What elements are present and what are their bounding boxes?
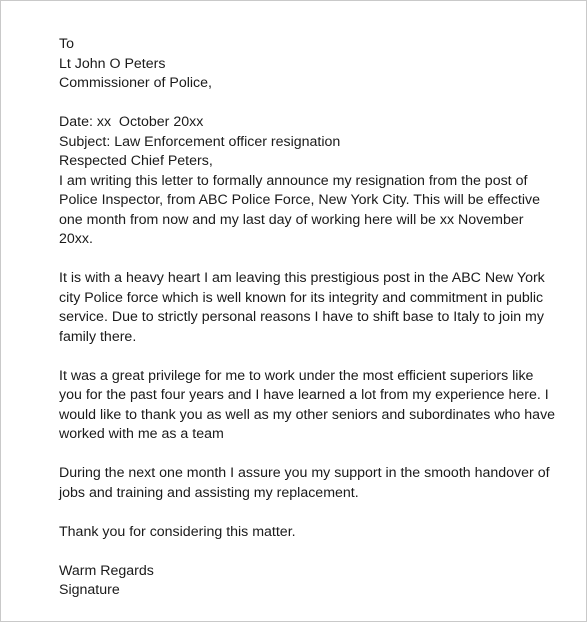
paragraph-line: 20xx. xyxy=(59,231,93,247)
paragraph-line: would like to thank you as well as my other seniors and subordinates who have xyxy=(59,406,556,423)
paragraph-line: Thank you for considering this matter. xyxy=(59,523,296,540)
paragraph-line: worked with me as a team xyxy=(59,426,224,442)
paragraph-1 xyxy=(59,172,559,250)
paragraph-line: you for the past four years and I have learned a lot from my experience here. I xyxy=(59,387,549,403)
paragraph-line: I am writing this letter to formally announce my resignation from the post of xyxy=(59,172,528,189)
paragraph-4 xyxy=(59,464,559,503)
recipient-block xyxy=(59,35,559,94)
paragraph-line: jobs and training and assisting my replacement. xyxy=(59,484,359,501)
paragraph-3 xyxy=(59,367,559,445)
signature-line: Signature xyxy=(59,582,120,598)
salutation: Respected Chief Peters, xyxy=(59,153,213,169)
date-line: Date: xx October 20xx xyxy=(59,114,204,130)
paragraph-2 xyxy=(59,269,559,347)
recipient-title: Commissioner of Police, xyxy=(59,75,212,91)
paragraph-5 xyxy=(59,523,559,543)
subject-line: Subject: Law Enforcement officer resignation xyxy=(59,133,341,150)
paragraph-line: Police Inspector, from ABC Police Force, New York City. This will be effective xyxy=(59,192,540,208)
paragraph-line: family there. xyxy=(59,328,137,345)
letter-body xyxy=(59,35,559,601)
spacer xyxy=(59,94,559,114)
paragraph-line: It was a great privilege for me to work under the most efficient superiors like xyxy=(59,367,534,384)
paragraph-line: During the next one month I assure you my support in the smooth handover of xyxy=(59,465,550,481)
closing-regards: Warm Regards xyxy=(59,562,154,579)
paragraph-line: service. Due to strictly personal reasons I have to shift base to Italy to join my xyxy=(59,309,544,325)
closing-block xyxy=(59,562,559,601)
recipient-name: Lt John O Peters xyxy=(59,55,166,72)
header-block xyxy=(59,113,559,172)
paragraph-line: one month from now and my last day of working here will be xx November xyxy=(59,211,524,228)
paragraph-line: It is with a heavy heart I am leaving this prestigious post in the ABC New York xyxy=(59,270,545,286)
to-line: To xyxy=(59,36,74,52)
paragraph-line: city Police force which is well known for its integrity and commitment in public xyxy=(59,289,544,306)
